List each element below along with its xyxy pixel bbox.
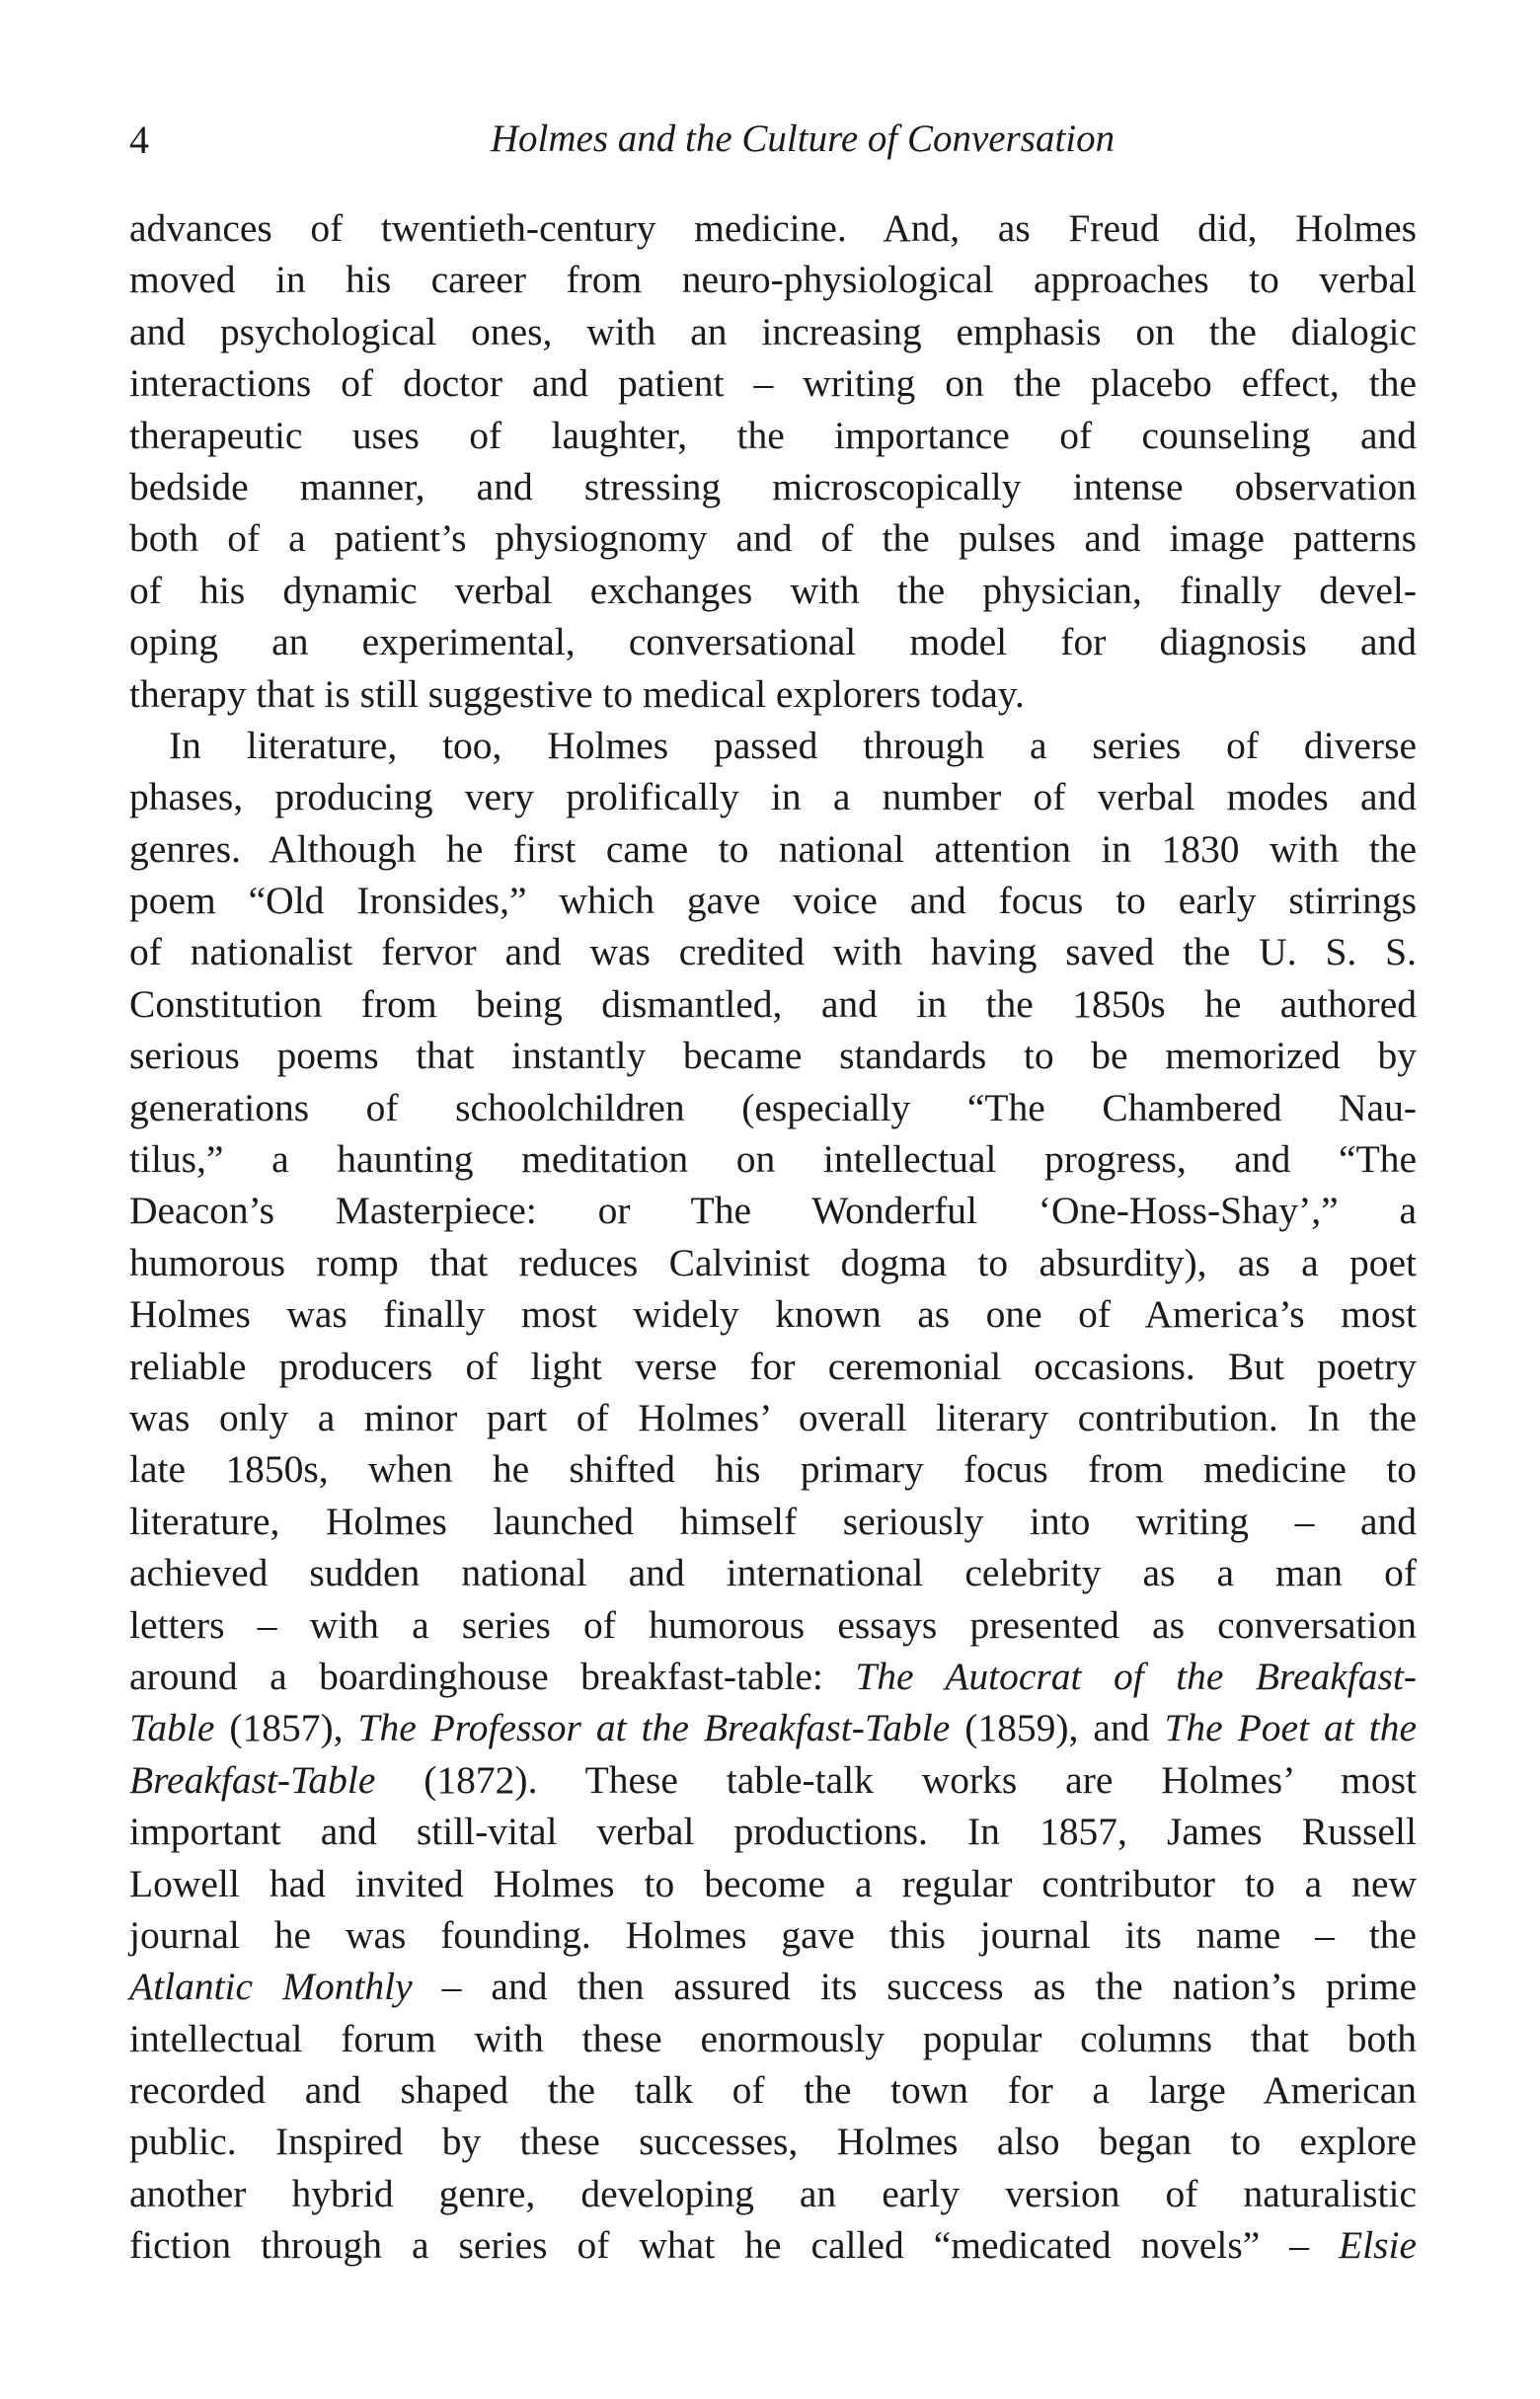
text-line bbox=[129, 410, 1417, 461]
text-segment: (1872). These table-talk works are Holmes’ most bbox=[375, 1757, 1417, 1802]
text-segment: Constitution from being dismantled, and in the 1850s he authored bbox=[129, 981, 1417, 1026]
text-line bbox=[129, 1909, 1417, 1961]
text-segment: of nationalist fervor and was credited with having saved the U. S. S. bbox=[129, 930, 1417, 974]
text-line bbox=[129, 1806, 1417, 1857]
text-segment: late 1850s, when he shifted his primary focus from medicine to bbox=[129, 1447, 1417, 1492]
text-segment: Lowell had invited Holmes to become a regular contributor to a new bbox=[129, 1861, 1417, 1905]
text-segment: Holmes was finally most widely known as one of America’s most bbox=[129, 1292, 1417, 1337]
text-line bbox=[129, 1754, 1417, 1806]
text-segment: oping an experimental, conversational model for diagnosis and bbox=[129, 620, 1417, 664]
text-line bbox=[129, 306, 1417, 357]
text-line bbox=[129, 254, 1417, 305]
text-line bbox=[129, 720, 1417, 771]
body-text bbox=[129, 202, 1417, 2272]
text-line bbox=[129, 2168, 1417, 2219]
text-line bbox=[129, 616, 1417, 667]
italic-title: The Autocrat of the Breakfast- bbox=[855, 1654, 1417, 1698]
running-header bbox=[129, 116, 1417, 166]
text-line bbox=[129, 1185, 1417, 1236]
text-segment: intellectual forum with these enormously popular columns that both bbox=[129, 2016, 1417, 2060]
text-line bbox=[129, 461, 1417, 512]
text-line bbox=[129, 1651, 1417, 1702]
text-segment: literature, Holmes launched himself seriously into writing – and bbox=[129, 1499, 1417, 1543]
italic-title: Table bbox=[129, 1706, 215, 1750]
text-line bbox=[129, 1030, 1417, 1081]
italic-title: The Poet at the bbox=[1164, 1706, 1418, 1750]
text-line bbox=[129, 1547, 1417, 1598]
text-segment: serious poems that instantly became standards to be memorized by bbox=[129, 1034, 1417, 1078]
text-segment: and psychological ones, with an increasing emphasis on the dialogic bbox=[129, 309, 1417, 353]
text-segment: therapeutic uses of laughter, the importance of counseling and bbox=[129, 413, 1417, 457]
text-line bbox=[129, 875, 1417, 926]
text-segment: therapy that is still suggestive to medical explorers today. bbox=[129, 671, 1025, 716]
text-segment: reliable producers of light verse for ceremonial occasions. But poetry bbox=[129, 1344, 1417, 1388]
text-line bbox=[129, 2064, 1417, 2116]
text-line bbox=[129, 926, 1417, 977]
text-line bbox=[129, 668, 1417, 720]
text-segment: advances of twentieth-century medicine. And, as Freud did, Holmes bbox=[129, 206, 1417, 250]
text-segment: humorous romp that reduces Calvinist dogma to absurdity), as a poet bbox=[129, 1240, 1417, 1284]
text-line bbox=[129, 2116, 1417, 2167]
text-line bbox=[129, 1341, 1417, 1392]
text-segment: public. Inspired by these successes, Holmes also began to explore bbox=[129, 2120, 1417, 2164]
text-line bbox=[129, 565, 1417, 616]
italic-title: Breakfast-Table bbox=[129, 1757, 376, 1802]
italic-title: Atlantic Monthly bbox=[129, 1965, 413, 2009]
text-segment: (1859), and bbox=[950, 1706, 1165, 1750]
text-segment: of his dynamic verbal exchanges with the physician, finally devel- bbox=[129, 568, 1417, 612]
text-segment: around a boardinghouse breakfast-table: bbox=[129, 1654, 856, 1698]
text-segment: journal he was founding. Holmes gave this journal its name – the bbox=[129, 1912, 1417, 1957]
text-line bbox=[129, 823, 1417, 875]
text-line bbox=[129, 202, 1417, 254]
text-segment: bedside manner, and stressing microscopically intense observation bbox=[129, 464, 1417, 508]
text-segment: tilus,” a haunting meditation on intellectual progress, and “The bbox=[129, 1137, 1417, 1182]
text-segment: letters – with a series of humorous essays presented as conversation bbox=[129, 1602, 1417, 1647]
text-line bbox=[129, 2013, 1417, 2064]
text-line bbox=[129, 1288, 1417, 1340]
text-line bbox=[129, 1392, 1417, 1443]
text-segment: another hybrid genre, developing an early version of naturalistic bbox=[129, 2171, 1417, 2215]
text-line bbox=[129, 2219, 1417, 2271]
text-segment: (1857), bbox=[214, 1706, 358, 1750]
italic-title: Elsie bbox=[1339, 2223, 1417, 2268]
text-segment: generations of schoolchildren (especially “The Chambered Nau- bbox=[129, 1085, 1417, 1129]
text-segment: important and still-vital verbal productions. In 1857, James Russell bbox=[129, 1810, 1417, 1854]
paragraph bbox=[129, 202, 1417, 720]
text-line bbox=[129, 1961, 1417, 2012]
text-segment: – and then assured its success as the nation’s prime bbox=[412, 1965, 1417, 2009]
text-line bbox=[129, 357, 1417, 409]
text-line bbox=[129, 1237, 1417, 1288]
text-line bbox=[129, 1858, 1417, 1909]
running-title: Holmes and the Culture of Conversation bbox=[490, 117, 1116, 160]
text-segment: fiction through a series of what he called “medicated novels” – bbox=[129, 2223, 1340, 2268]
text-line bbox=[129, 1082, 1417, 1133]
text-line bbox=[129, 512, 1417, 564]
text-line bbox=[129, 1133, 1417, 1185]
text-segment: genres. Although he first came to national attention in 1830 with the bbox=[129, 826, 1417, 871]
page-number: 4 bbox=[129, 117, 149, 162]
paragraph bbox=[129, 720, 1417, 2272]
text-segment: In literature, too, Holmes passed through a series of diverse bbox=[169, 723, 1417, 767]
italic-title: The Professor at the Breakfast-Table bbox=[357, 1706, 951, 1750]
text-segment: both of a patient’s physiognomy and of the pulses and image patterns bbox=[129, 516, 1417, 561]
text-segment: phases, producing very prolifically in a number of verbal modes and bbox=[129, 775, 1417, 819]
text-line bbox=[129, 1702, 1417, 1753]
text-segment: was only a minor part of Holmes’ overall literary contribution. In the bbox=[129, 1395, 1417, 1439]
text-line bbox=[129, 978, 1417, 1030]
text-segment: interactions of doctor and patient – writing on the placebo effect, the bbox=[129, 361, 1417, 406]
text-segment: recorded and shaped the talk of the town for a large American bbox=[129, 2068, 1417, 2113]
text-line bbox=[129, 771, 1417, 822]
text-segment: achieved sudden national and international celebrity as a man of bbox=[129, 1551, 1417, 1595]
text-line bbox=[129, 1496, 1417, 1547]
text-segment: poem “Old Ironsides,” which gave voice and focus to early stirrings bbox=[129, 879, 1417, 923]
text-segment: Deacon’s Masterpiece: or The Wonderful ‘One-Hoss-Shay’,” a bbox=[129, 1189, 1417, 1233]
text-line bbox=[129, 1599, 1417, 1651]
text-segment: moved in his career from neuro-physiological approaches to verbal bbox=[129, 258, 1417, 302]
text-line bbox=[129, 1443, 1417, 1495]
